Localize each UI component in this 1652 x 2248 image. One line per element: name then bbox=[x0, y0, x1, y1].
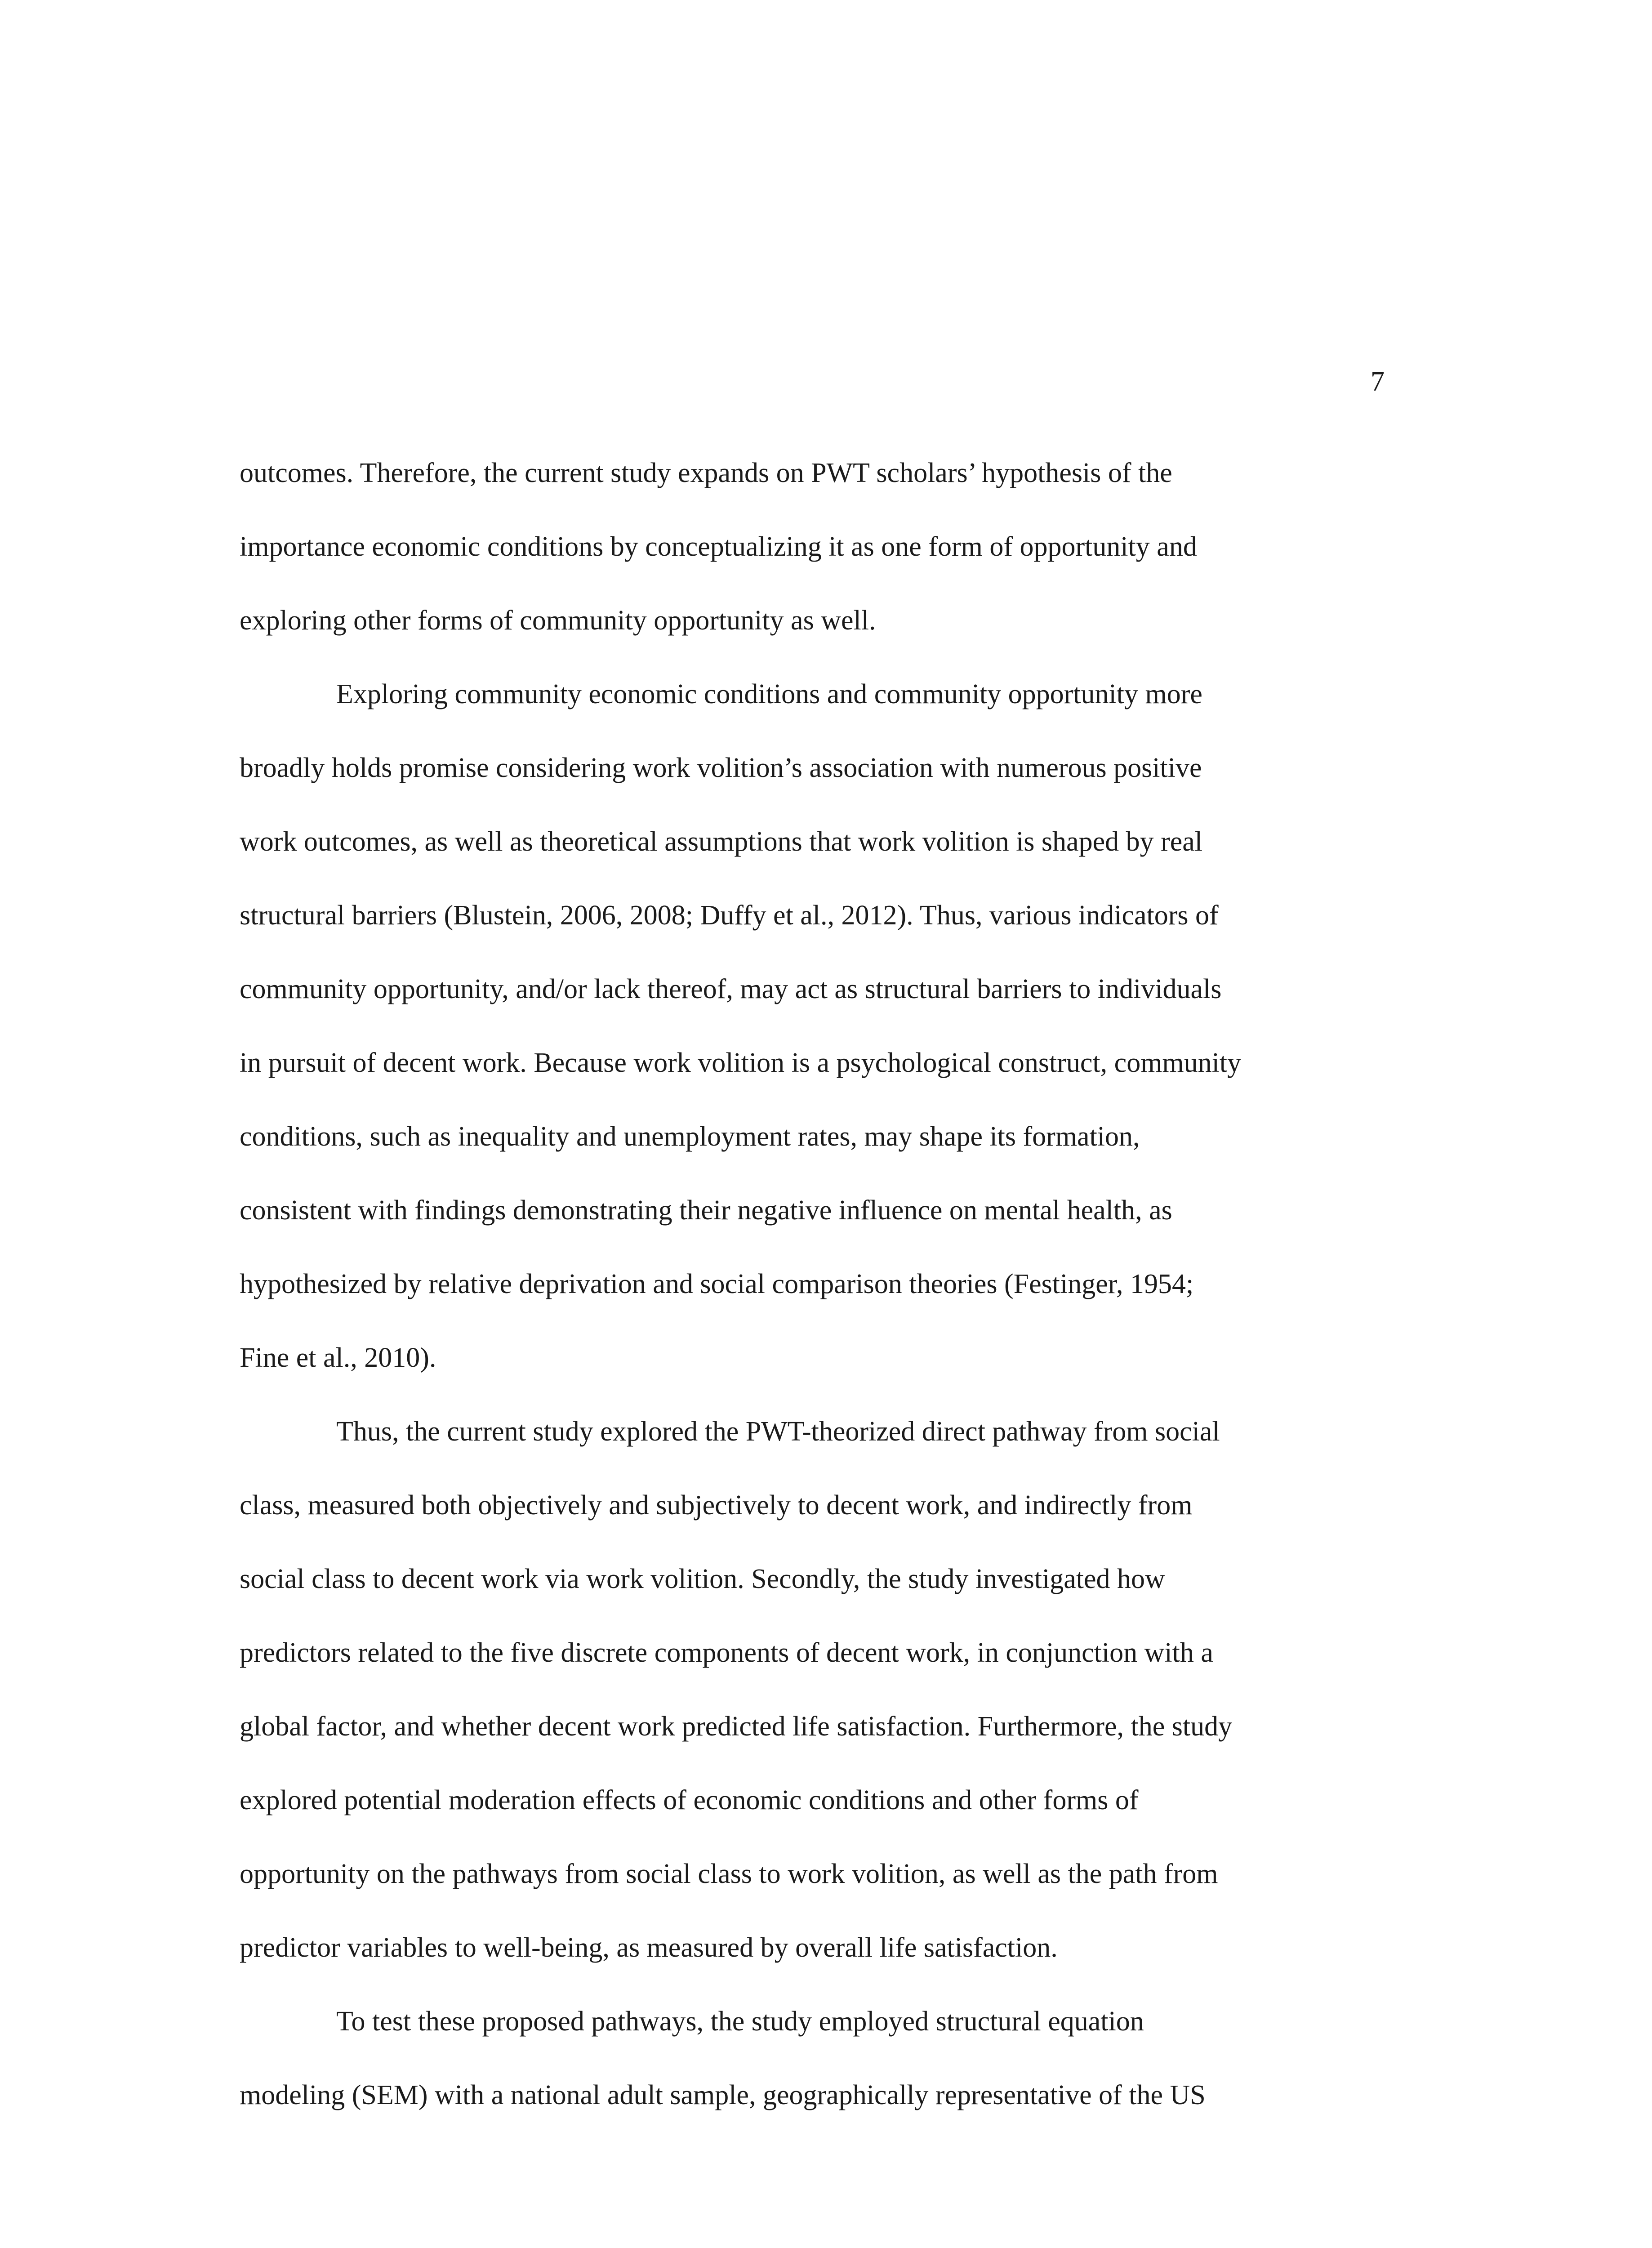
text-line: predictor variables to well-being, as measured by overall life satisfaction. bbox=[240, 1932, 1058, 1963]
text-line: To test these proposed pathways, the study employed structural equation bbox=[336, 2006, 1144, 2037]
body-text bbox=[240, 436, 1404, 2132]
text-line: explored potential moderation effects of economic conditions and other forms of bbox=[240, 1785, 1139, 1815]
text-line: work outcomes, as well as theoretical assumptions that work volition is shaped by real bbox=[240, 826, 1202, 857]
text-line: class, measured both objectively and subjectively to decent work, and indirectly from bbox=[240, 1490, 1193, 1521]
text-line: global factor, and whether decent work predicted life satisfaction. Furthermore, the study bbox=[240, 1711, 1233, 1742]
text-line: exploring other forms of community opportunity as well. bbox=[240, 605, 876, 636]
page-number: 7 bbox=[1371, 366, 1385, 397]
text-line: importance economic conditions by conceptualizing it as one form of opportunity and bbox=[240, 531, 1197, 562]
text-line: broadly holds promise considering work volition’s association with numerous positive bbox=[240, 753, 1202, 783]
text-line: in pursuit of decent work. Because work volition is a psychological construct, community bbox=[240, 1048, 1242, 1078]
paragraph bbox=[240, 657, 1404, 1395]
text-line: Fine et al., 2010). bbox=[240, 1343, 436, 1373]
text-line: community opportunity, and/or lack thereof, may act as structural barriers to individuals bbox=[240, 974, 1222, 1004]
text-line: structural barriers (Blustein, 2006, 2008; Duffy et al., 2012). Thus, various indicators of bbox=[240, 900, 1219, 931]
text-line: predictors related to the five discrete components of decent work, in conjunction with a bbox=[240, 1637, 1213, 1668]
text-line: Exploring community economic conditions and community opportunity more bbox=[336, 679, 1202, 709]
text-line: modeling (SEM) with a national adult sample, geographically representative of the US bbox=[240, 2080, 1206, 2110]
text-line: outcomes. Therefore, the current study expands on PWT scholars’ hypothesis of the bbox=[240, 458, 1172, 488]
text-line: consistent with findings demonstrating their negative influence on mental health, as bbox=[240, 1195, 1172, 1226]
text-line: social class to decent work via work volition. Secondly, the study investigated how bbox=[240, 1564, 1165, 1594]
text-line: hypothesized by relative deprivation and social comparison theories (Festinger, 1954; bbox=[240, 1269, 1194, 1299]
paragraph bbox=[240, 1985, 1404, 2132]
paragraph bbox=[240, 1395, 1404, 1985]
text-line: conditions, such as inequality and unemployment rates, may shape its formation, bbox=[240, 1121, 1140, 1152]
text-line: opportunity on the pathways from social class to work volition, as well as the path from bbox=[240, 1859, 1218, 1889]
text-line: Thus, the current study explored the PWT-theorized direct pathway from social bbox=[336, 1416, 1220, 1447]
paragraph bbox=[240, 436, 1404, 657]
